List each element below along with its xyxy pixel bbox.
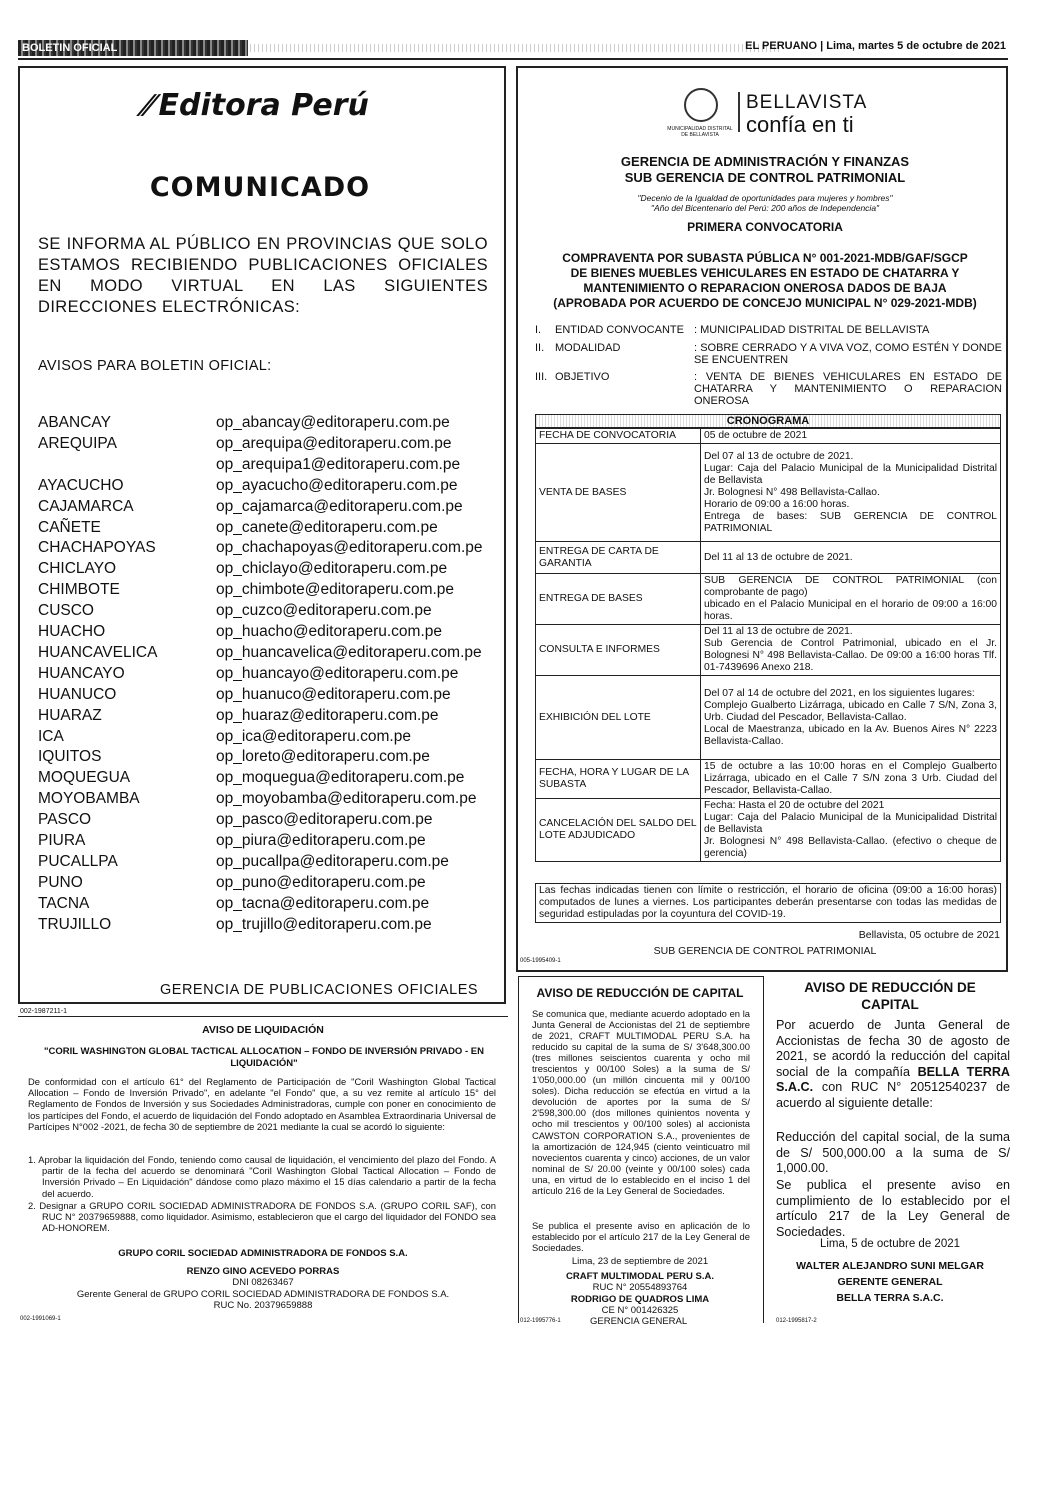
city-name: TRUJILLO	[38, 915, 112, 933]
cronograma-row	[536, 574, 1001, 625]
cronograma-line: 05 de octubre de 2021	[704, 430, 808, 441]
item-2-num: II.	[535, 342, 545, 354]
cronograma-value	[701, 676, 1001, 760]
cronograma-line: Local de Maestranza, ubicado en la Av. Buenos Aires N° 2223 Bellavista-Callao.	[704, 723, 997, 747]
email-address[interactable]: op_huacho@editoraperu.com.pe	[216, 623, 442, 640]
comunicado-intro: SE INFORMA AL PÚBLICO EN PROVINCIAS QUE SOLO ESTAMOS RECIBIENDO PUBLICACIONES OFICIALES EN MODO VIRTUAL EN LAS SIGUIENTES DIRECCIONES ELECTRÓNICAS:	[38, 235, 488, 316]
cronograma-line: Del 07 al 13 de octubre de 2021.	[704, 450, 854, 462]
cronograma-line: Sub Gerencia de Control Patrimonial, ubicado en el Jr. Bolognesi N° 498 Bellavista-Callao. De 09:00 a 16:00 horas Tlf. 01-7439696 Anexo 218.	[704, 638, 997, 673]
cronograma-line: Jr. Bolognesi N° 498 Bellavista-Callao.	[704, 486, 880, 498]
cronograma-value	[701, 760, 1001, 799]
reduccion1-firma-4: CE N° 001426325	[601, 1305, 679, 1316]
anio-line: "Año del Bicentenario del Perú: 200 años de Independencia"	[650, 203, 880, 213]
reduccion2-date: Lima, 5 de octubre de 2021	[819, 1238, 961, 1250]
item-1-key: ENTIDAD CONVOCANTE	[555, 324, 684, 336]
city-name: IQUITOS	[38, 748, 102, 766]
email-address[interactable]: op_chimbote@editoraperu.com.pe	[216, 581, 455, 599]
city-name: CHIMBOTE	[38, 581, 120, 599]
cronograma-row	[536, 760, 1001, 799]
header-rule	[18, 58, 1008, 60]
reduccion2-firma-3: BELLA TERRA S.A.C.	[836, 1292, 944, 1304]
bellavista-date: Bellavista, 05 octubre de 2021	[858, 929, 1000, 941]
liquidacion-rule	[18, 1016, 508, 1017]
reduccion2-paragraph-3: Se publica el presente aviso en cumplimiento de lo establecido por el artículo 217 de la Ley General de Sociedades.	[776, 1178, 1010, 1239]
reduccion2-firma-2: GERENTE GENERAL	[837, 1276, 943, 1288]
liquidacion-firma-4: Gerente General de GRUPO CORIL SOCIEDAD ADMINISTRADORA DE FONDOS S.A.	[76, 1289, 450, 1300]
city-name: PASCO	[38, 811, 92, 829]
email-address[interactable]: op_pasco@editoraperu.com.pe	[216, 811, 433, 829]
city-name: CAÑETE	[38, 518, 101, 536]
cronograma-line: Fecha: Hasta el 20 de octubre del 2021	[704, 800, 885, 811]
reduccion2-firma-1: WALTER ALEJANDRO SUNI MELGAR	[796, 1260, 984, 1272]
email-address[interactable]: op_cuzco@editoraperu.com.pe	[216, 602, 432, 620]
subasta-title-3: MANTENIMIENTO O REPARACION ONEROSA DADOS DE BAJA	[583, 281, 947, 295]
cronograma-value	[701, 574, 1001, 625]
liquidacion-firma-1: GRUPO CORIL SOCIEDAD ADMINISTRADORA DE FONDOS S.A.	[118, 1248, 408, 1259]
cronograma-value	[701, 444, 1001, 542]
email-address[interactable]: op_tacna@editoraperu.com.pe	[216, 894, 430, 912]
cronograma-key: FECHA DE CONVOCATORIA	[536, 429, 701, 444]
city-name: HUARAZ	[38, 706, 102, 724]
cronograma-line: Lugar: Caja del Palacio Municipal de la Municipalidad Distrital de Bellavista	[704, 812, 997, 835]
reduccion1-firma-3: RODRIGO DE QUADROS LIMA	[570, 1294, 710, 1305]
city-name: PUNO	[38, 873, 83, 891]
municipal-seal-icon	[684, 88, 718, 122]
reduccion1-body2: Se publica el presente aviso en aplicación de lo establecido por el artículo 217 de la Ley General de Sociedades.	[532, 1220, 750, 1254]
cronograma-note: Las fechas indicadas tienen con límite o restricción, el horario de oficina (09:00 a 16:00 horas) computados de lunes a viernes. Los participantes deberán presentarse con todas las medidas de seguridad estipuladas por la coyuntura del COVID-19.	[535, 883, 1001, 923]
cronograma-row	[536, 444, 1001, 542]
editora-mark-icon: ⫽	[135, 89, 158, 122]
cronograma-row	[536, 625, 1001, 676]
comunicado-code: 002-1987211-1	[20, 1008, 67, 1015]
email-address[interactable]: op_puno@editoraperu.com.pe	[216, 873, 426, 891]
company-name: BELLA TERRA S.A.C.	[776, 1064, 1011, 1095]
email-address[interactable]: op_pucallpa@editoraperu.com.pe	[216, 852, 449, 870]
cronograma-key: ENTREGA DE BASES	[536, 574, 701, 625]
cronograma-line: Lugar: Caja del Palacio Municipal de la Municipalidad Distrital de Bellavista	[704, 462, 997, 486]
cronograma-line: SUB GERENCIA DE CONTROL PATRIMONIAL (con comprobante de pago)	[704, 575, 997, 598]
cronograma-key: CANCELACIÓN DEL SALDO DEL LOTE ADJUDICADO	[536, 799, 701, 862]
liquidacion-point-1: 1. Aprobar la liquidación del Fondo, teniendo como causal de liquidación, el vencimiento del plazo del Fondo. A partir de la fecha del acuerdo se denominará "Coril Washington Global Tactical Allocation – Fondo de Inversión Privado – En Liquidación" dándose como plazo máximo el 15 días calendario a partir de la fecha del acuerdo.	[28, 1154, 496, 1199]
liquidacion-firma-2: RENZO GINO ACEVEDO PORRAS	[186, 1266, 340, 1277]
city-name: MOYOBAMBA	[38, 790, 140, 808]
subasta-title-4: (APROBADA POR ACUERDO DE CONCEJO MUNICIPAL N° 029-2021-MDB)	[553, 296, 977, 310]
item-1-value: : MUNICIPALIDAD DISTRITAL DE BELLAVISTA	[694, 324, 930, 336]
email-address[interactable]: op_huancayo@editoraperu.com.pe	[216, 664, 459, 682]
city-name: PUCALLPA	[38, 852, 118, 870]
city-name: CHACHAPOYAS	[38, 539, 156, 557]
liquidacion-point-2: 2. Designar a GRUPO CORIL SOCIEDAD ADMINISTRADORA DE FONDOS S.A. (GRUPO CORIL SAF), con RUC N° 20379659888, como liquidador. Asimismo, establecieron que el cargo del liquidador del FONDO sea AD-HONOREM.	[28, 1200, 496, 1234]
city-name: TACNA	[38, 894, 90, 912]
email-address[interactable]: op_abancay@editoraperu.com.pe	[216, 414, 450, 431]
cronograma-row	[536, 676, 1001, 760]
cronograma-line: Jr. Bolognesi N° 498 Bellavista-Callao. (efectivo o cheque de gerencia)	[704, 836, 997, 859]
liquidacion-firma-5: RUC No. 20379659888	[213, 1300, 313, 1311]
city-name: MOQUEGUA	[38, 769, 131, 787]
logo-divider	[738, 92, 740, 132]
cronograma-row	[536, 542, 1001, 574]
cronograma-line: Del 11 al 13 de octubre de 2021.	[704, 551, 853, 563]
city-name: PIURA	[38, 832, 86, 849]
email-address[interactable]: op_moquegua@editoraperu.com.pe	[216, 769, 465, 787]
reduccion1-firma-2: RUC N° 20554893764	[592, 1282, 688, 1293]
city-name: HUANUCO	[38, 685, 117, 703]
city-name: HUANCAVELICA	[38, 643, 158, 661]
comunicado-footer: GERENCIA DE PUBLICACIONES OFICIALES	[160, 982, 479, 998]
reduccion1-body: Se comunica que, mediante acuerdo adoptado en la Junta General de Accionistas del 21 de septiembre de 2021, CRAFT MULTIMODAL PERU S.A. ha reducido su capital de la suma de S/ 3'648,300.00 (tres millones seiscientos cuarenta y ocho mil trescientos y 00/100 Soles) a la suma de S/ 1'050,000.00 (un millón cincuenta mil y 00/100 soles). Dicha reducción se efectúa en virtud a la devolución de aportes por la suma de S/ 2'598,300.00 (dos millones quinientos noventa y ocho mil trescientos y 00/100 soles) al accionista CAWSTON CORPORATION S.A., provenientes de la amortización de 124,945 (ciento veinticuatro mil novecientos cuarenta y cinco) acciones, de un valor nominal de S/ 20.00 (veinte y 00/100 soles) cada una, en virtud de lo establecido en el inciso 1 del artículo 216 de la Ley General de Sociedades.	[532, 1008, 750, 1196]
city-name: CHICLAYO	[38, 560, 117, 578]
editora-peru-logo: ⫽Editora Perú	[135, 88, 369, 123]
email-address[interactable]: op_huaraz@editoraperu.com.pe	[216, 706, 439, 724]
reduccion1-code: 012-1995776-1	[520, 1318, 561, 1324]
cronograma-value	[701, 542, 1001, 574]
cronograma-row	[536, 799, 1001, 862]
bellavista-logo-name: BELLAVISTA	[746, 92, 868, 113]
liquidacion-firma-3: DNI 08263467	[232, 1277, 294, 1288]
header-date: EL PERUANO | Lima, martes 5 de octubre de 2021	[745, 40, 1006, 52]
item-3-key: OBJETIVO	[555, 371, 610, 383]
item-2-value: : SOBRE CERRADO Y A VIVA VOZ, COMO ESTÉN Y DONDE SE ENCUENTREN	[694, 342, 1002, 366]
logo-municipal-caption: MUNICIPALIDAD DISTRITAL DE BELLAVISTA	[667, 126, 733, 138]
email-address[interactable]: op_moyobamba@editoraperu.com.pe	[216, 790, 477, 808]
cronograma-row	[536, 429, 1001, 444]
subasta-title-1: COMPRAVENTA POR SUBASTA PÚBLICA N° 001-2021-MDB/GAF/SGCP	[562, 251, 968, 265]
reduccion1-title: AVISO DE REDUCCIÓN DE CAPITAL	[536, 986, 744, 1000]
cronograma-line: ubicado en el Palacio Municipal en el horario de 09:00 a 16:00 horas.	[704, 599, 997, 622]
email-address[interactable]: op_ica@editoraperu.com.pe	[216, 727, 411, 745]
item-1-num: I.	[535, 324, 542, 336]
item-3-num: III.	[535, 371, 548, 383]
city-name: HUACHO	[38, 623, 106, 640]
reduccion2-code: 012-1995817-2	[776, 1318, 817, 1324]
bellavista-logo-tagline: confía en ti	[746, 112, 854, 137]
subgerencia-title: SUB GERENCIA DE CONTROL PATRIMONIAL	[624, 170, 906, 185]
email-address[interactable]: op_huancavelica@editoraperu.com.pe	[216, 643, 482, 661]
cronograma-value	[701, 429, 1001, 444]
email-address[interactable]: op_chachapoyas@editoraperu.com.pe	[216, 539, 483, 557]
reduccion1-firma-1: CRAFT MULTIMODAL PERU S.A.	[566, 1271, 714, 1282]
email-address[interactable]: op_arequipa1@editoraperu.com.pe	[216, 455, 461, 473]
subasta-title-2: DE BIENES MUEBLES VEHICULARES EN ESTADO DE CHATARRA Y	[570, 266, 960, 280]
city-name: AREQUIPA	[38, 434, 117, 452]
convocatoria-label: PRIMERA CONVOCATORIA	[687, 220, 843, 234]
reduccion1-firma-5: GERENCIA GENERAL	[590, 1316, 688, 1327]
city-name: AYACUCHO	[38, 476, 124, 494]
reduccion1-date: Lima, 23 de septiembre de 2021	[571, 1256, 709, 1267]
bellavista-code: 005-1995409-1	[520, 958, 561, 964]
reduccion2-body: Por acuerdo de Junta General de Accionistas de fecha 30 de agosto de 2021, se acordó la reducción del capital social de la compañía BELLA TERRA S.A.C. con RUC N° 20512540237 de acuerdo al siguiente detalle:	[776, 1018, 1011, 1110]
cronograma-line: 15 de octubre a las 10:00 horas en el Complejo Gualberto Lizárraga, ubicado en el Calle 7 S/N zona 3 Urb. Ciudad del Pescador, Bellavista-Callao.	[704, 761, 997, 796]
city-name: ABANCAY	[38, 414, 111, 431]
liquidacion-code: 002-1991069-1	[20, 1316, 61, 1322]
cronograma-key: EXHIBICIÓN DEL LOTE	[536, 676, 701, 760]
cronograma-line: Complejo Gualberto Lizárraga, ubicado en Calle 7 S/N, Zona 3, Urb. Ciudad del Pescador, Bellavista-Callao.	[704, 699, 997, 723]
cronograma-line: Del 07 al 14 de octubre del 2021, en los siguientes lugares:	[704, 687, 975, 699]
email-address[interactable]: op_cajamarca@editoraperu.com.pe	[216, 497, 463, 515]
cronograma-line: Horario de 09:00 a 16:00 horas.	[704, 498, 850, 510]
reduccion2-paragraph-2: Reducción del capital social, de la suma de S/ 500,000.00 a la suma de S/ 1,000.00.	[776, 1130, 1010, 1176]
cronograma-value	[701, 625, 1001, 676]
city-name: HUANCAYO	[38, 664, 125, 682]
comunicado-title: COMUNICADO	[149, 172, 371, 203]
avisos-heading: AVISOS PARA BOLETIN OFICIAL:	[38, 358, 272, 374]
cronograma-key: FECHA, HORA Y LUGAR DE LA SUBASTA	[536, 760, 701, 799]
email-address[interactable]: op_loreto@editoraperu.com.pe	[216, 748, 430, 766]
cronograma-table	[535, 428, 1001, 862]
liquidacion-subtitle: "CORIL WASHINGTON GLOBAL TACTICAL ALLOCATION – FONDO DE INVERSIÓN PRIVADO - EN LIQUIDACIÓN"	[44, 1046, 484, 1069]
reduccion2-title-2: CAPITAL	[861, 997, 919, 1012]
liquidacion-title: AVISO DE LIQUIDACIÓN	[202, 1024, 324, 1036]
gerencia-title: GERENCIA DE ADMINISTRACIÓN Y FINANZAS	[620, 154, 910, 169]
email-address[interactable]: op_trujillo@editoraperu.com.pe	[216, 915, 432, 933]
email-address[interactable]: op_piura@editoraperu.com.pe	[216, 832, 426, 849]
cronograma-key: VENTA DE BASES	[536, 444, 701, 542]
cronograma-key: CONSULTA E INFORMES	[536, 625, 701, 676]
email-address[interactable]: op_canete@editoraperu.com.pe	[216, 518, 438, 536]
header-pattern	[250, 44, 780, 52]
city-name: CUSCO	[38, 602, 94, 620]
reduccion2-title-1: AVISO DE REDUCCIÓN DE	[804, 980, 976, 995]
email-address[interactable]: op_chiclayo@editoraperu.com.pe	[216, 560, 448, 578]
liquidacion-body: De conformidad con el artículo 61° del Reglamento de Participación de "Coril Washington Global Tactical Allocation – Fondo de Inversión Privado", en adelante "el Fondo" que, a su vez remite al artículo 15° del Reglamento de Fondos de Inversión y sus Sociedades Administradoras, cumple con poner en conocimiento de los partícipes del Fondo, el acuerdo de liquidación del Fondo adoptado en Asamblea Extraordinaria Universal de Partícipes N°002 -2021, de fecha 30 de septiembre de 2021 mediante la cual se acordó lo siguiente:	[28, 1076, 496, 1132]
item-2-key: MODALIDAD	[555, 342, 621, 354]
email-address[interactable]: op_huanuco@editoraperu.com.pe	[216, 685, 451, 703]
cronograma-value	[701, 799, 1001, 862]
cronograma-key: ENTREGA DE CARTA DE GARANTIA	[536, 542, 701, 574]
email-address[interactable]: op_arequipa@editoraperu.com.pe	[216, 434, 452, 452]
city-name: ICA	[38, 727, 64, 745]
email-address[interactable]: op_ayacucho@editoraperu.com.pe	[216, 476, 458, 494]
cronograma-line: Entrega de bases: SUB GERENCIA DE CONTROL PATRIMONIAL	[704, 510, 997, 534]
cronograma-title: CRONOGRAMA	[535, 414, 1001, 428]
bellavista-signature: SUB GERENCIA DE CONTROL PATRIMONIAL	[653, 945, 877, 957]
cronograma-line: Del 11 al 13 de octubre de 2021.	[704, 626, 853, 637]
city-name: CAJAMARCA	[38, 497, 134, 515]
item-3-value: : VENTA DE BIENES VEHICULARES EN ESTADO DE CHATARRA Y MANTENIMIENTO O REPARACION ONEROSA	[694, 371, 1002, 407]
decenio-line: "Decenio de la Igualdad de oportunidades para mujeres y hombres"	[637, 193, 893, 203]
section-header: BOLETIN OFICIAL	[18, 40, 248, 56]
